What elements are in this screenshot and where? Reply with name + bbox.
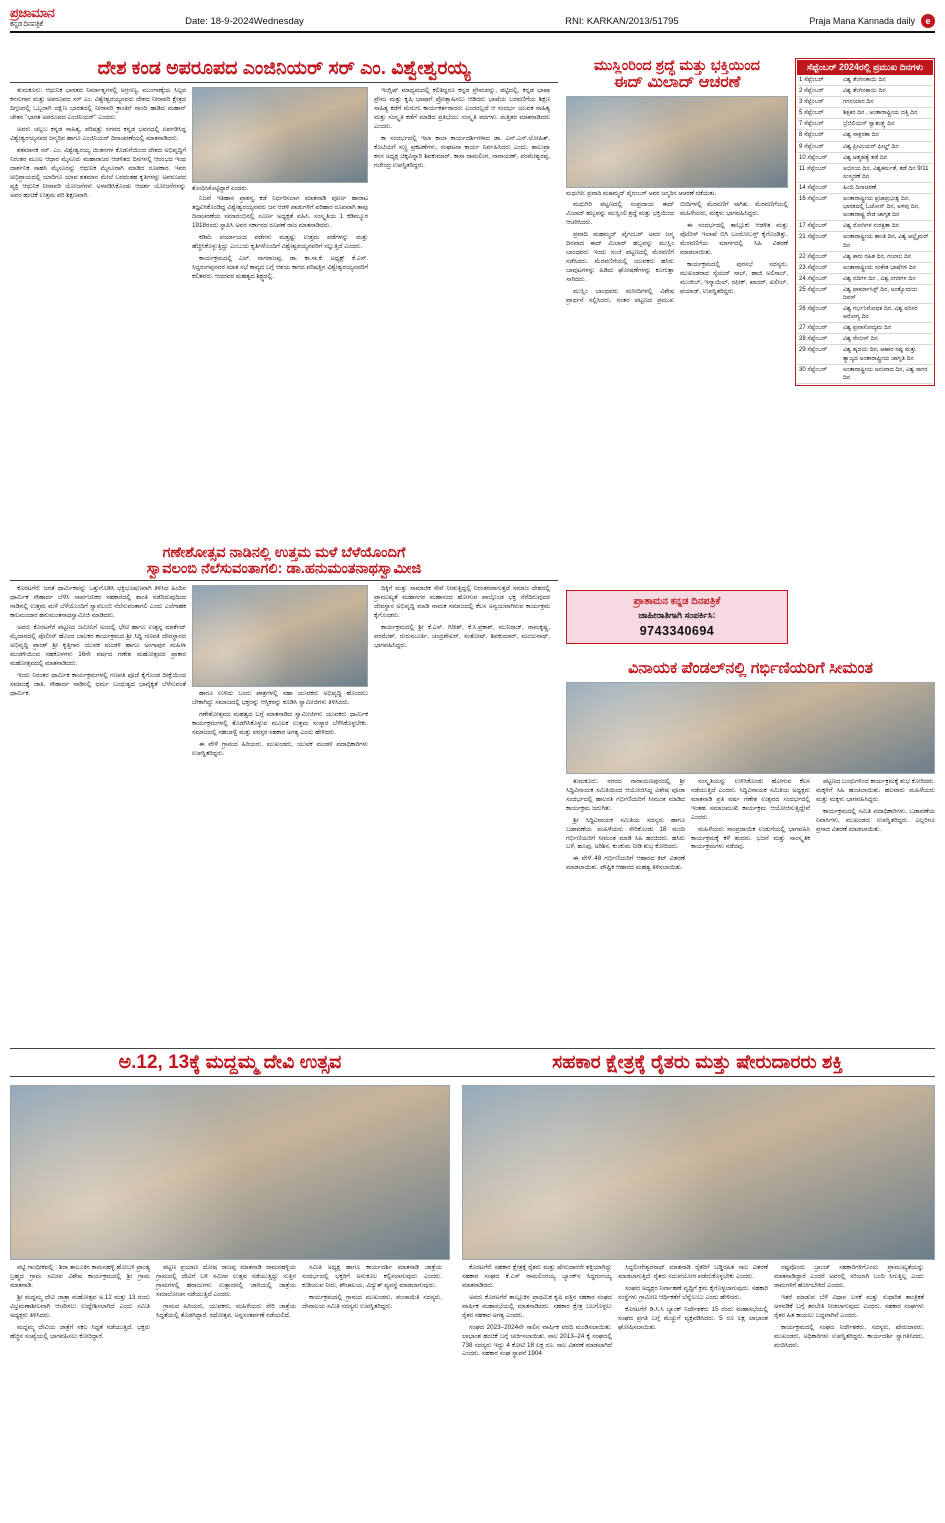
paragraph: ಮಧುಗಿರಿ ಪಟ್ಟಣದಲ್ಲಿ ಸಂಪ್ರದಾಯ ಈದ್ ಮಿಲಾದ್ ಹಬ್ಬವನ್ನು ಮುಸ್ಲಿಂಲಿ ಶ್ರದ್ಧೆ ಮತ್ತು ಭಕ್ತಿಯಿಂದ ಆಚರಿಸಿದರು. xyxy=(566,201,674,227)
calendar-row xyxy=(797,284,933,303)
story2-photo-caption: ಮಧುಗಿರಿ: ಪ್ರವಾದಿ ಮಹಮ್ಮದ್ ಪೈಗಂಬರ್ ಅವರ ಜನ್ಮದಿನ ಆಚರಣೆ ನಡೆಯಿತು. xyxy=(566,191,717,198)
story3-headline-line1: ಗಣೇಶೋತ್ಸವ ನಾಡಿನಲ್ಲಿ ಉತ್ತಮ ಮಳೆ ಬೆಳೆಯೊಂದಿಗೆ xyxy=(162,545,406,561)
paragraph: ಅವರು ಕೊರಟಗೆರೆ ಪಟ್ಟಣದ ಜಮೀನಿಗೆ ಅಂದಲ್ಲಿ ಭೇಟಿ ಹಾಗೂ ಉತ್ಪನ್ನ ಮಾರ್ಕೆಟ್ ಮೈದಾನದಲ್ಲಿ ಪೊಲೀಸ್ ಹೊಂದ ಬಾಲಕರ ಕಾರ್ಯಕ್ರಮದ ಶ್ರೀ ಸಿದ್ಧಿ ಗಣಪತಿ ದೇವಸ್ಥಾನದ ಅಭಿವೃದ್ಧಿ ಪ್ರಾಂಶ್ ಶ್ರೀ ಕೃತ್ತಿಗಾರ ಯುವಕ ಮಂಡಳಿ ಹಾಗೂ ಅಂಗಾಪುರ ಮಹಿಳಾ ಮಂಡಳಿಯಿಂದ ಸಹಕೊಳಗಳು 16ನೇ ವರ್ಷದ ಗಣೇಶ ಮಹೋತ್ಸವದ ಪ್ರಾಕಾರ ಮಹೋತ್ಸವದಲ್ಲಿ ಮಾತನಾಡಿದರು. xyxy=(10,624,186,667)
story3-column-1 xyxy=(10,585,186,762)
calendar-date: 1 ಸೆಪ್ಟೆಂಬರ್ xyxy=(797,75,841,86)
story5-headline: ಅ.12, 13ಕ್ಕೆ ಮದ್ದಮ್ಮ ದೇವಿ ಉತ್ಸವ xyxy=(118,1052,342,1073)
paragraph: ಕಾರ್ಯಕ್ರಮದಲ್ಲಿ ಶ್ರೀ ಕೆ.ಎಸ್. ಗಿರೀಶ್, ಕೆ.ಸಿ.ಪ್ರಕಾಶ್, ಮುನಿರಾಜ್, ರಾಮಕೃಷ್ಣ, ಪರಮೇಶ್, ಗುರುಮೂರ್ತಿ, ಚಂದ್ರಶೇಖರ್, ಸಂತೋಷ್, ಶಿವಕುಮಾರ್, ಮಂಜುನಾಥ್, ಭಾಗವಹಿಸಿದ್ದರು. xyxy=(374,624,550,650)
paragraph: ಈ ಸಂದರ್ಭದಲ್ಲಿ ತಾಲ್ಲೂಕು ಆಡಳಿತ ಮತ್ತು ಪೊಲೀಸ್ ಇಲಾಖೆ ಬಿಗಿ ಬಂದೋಬಸ್ತ್ ಕೈಗೊಂಡಿತ್ತು. ಮೆರವಣಿಗೆಯ ಮಾರ್ಗದಲ್ಲಿ ಸಿಹಿ ವಿತರಣೆ ಮಾಡಲಾಯಿತು. xyxy=(680,222,788,256)
calendar-event: ವಿಶ್ವ ರೋಗಿಗಳ ಸುರಕ್ಷತಾ ದಿನ xyxy=(841,221,933,232)
calendar-row xyxy=(797,86,933,97)
calendar-date: 30 ಸೆಪ್ಟೆಂಬರ್ xyxy=(797,364,841,383)
paragraph: ಕಾರ್ಯಕ್ರಮದಲ್ಲಿ ಸಂಘದ ನಿರ್ದೇಶಕರು, ಸದಸ್ಯರು, ಷೇರುದಾರರು, ಮುಖಂಡರು, ಅಧಿಕಾರಿಗಳು ಉಪಸ್ಥಿತರಿದ್ದರು. ಕಾರ್ಯದರ್ಶಿ ಸ್ವಾಗತಿಸಿದರು, ವಂದಿಸಿದರು. xyxy=(774,1323,924,1349)
calendar-date: 16 ಸೆಪ್ಟೆಂಬರ್ xyxy=(797,194,841,221)
paragraph: ಇತರೆ ಮಾಡುವ ಬೆಳೆ ವಿಧಾನ ಬಳಕೆ ಮತ್ತು ಸುಧಾರಿತ ತಾಂತ್ರಿಕತೆ ಅಳವಡಿಕೆ ಬಗ್ಗೆ ತರಬೇತಿ ನೀಡಲಾಗುವುದು ಎಂದರು. ಸಹಕಾರ ಸಂಘಗಳು ರೈತರ ಹಿತ ಕಾಯಲು ಬದ್ಧವಾಗಿವೆ ಎಂದರು. xyxy=(774,1293,924,1319)
story1-photo-caption: ಶೋಧಿಸಿಕೊಟ್ಟಿದ್ದಾರೆ ಎಂದರು. xyxy=(192,186,249,193)
calendar-date: 8 ಸೆಪ್ಟೆಂಬರ್ xyxy=(797,130,841,141)
globe-icon: e xyxy=(921,14,935,28)
paragraph: ಹಾಗೂ ಉಳಿದು ಬಂದು ಪಾತ್ರಗಳಲ್ಲಿ ಸಹಾ ಯುವಕರು ಅಭಿವೃದ್ಧಿ ಹೊಂದಲು ಬೇಕಾಗಿದ್ದು ಸಮಾಜದಲ್ಲಿ ಭಕ್ತರನ್ನು ಆಸ್ತಿಕರನ್ನು ಕೂಡಿಸಿ ಸ್ವಾಮೀಜಿಗಳು ತಿಳಿಸಿದರು. xyxy=(192,690,368,707)
calendar-date: 26 ಸೆಪ್ಟೆಂಬರ್ xyxy=(797,304,841,323)
calendar-event: ಶಿಕ್ಷಕರ ದಿನ , ಅಂತಾರಾಷ್ಟ್ರೀಯ ದತ್ತಿ ದಿನ xyxy=(841,108,933,119)
calendar-date: 3 ಸೆಪ್ಟೆಂಬರ್ xyxy=(797,97,841,108)
story5-photo xyxy=(10,1085,450,1260)
story1-headline: ದೇಶ ಕಂಡ ಅಪರೂಪದ ಎಂಜಿನಿಯರ್ ಸರ್ ಎಂ. ವಿಶ್ವೇಶ್ವರಯ್ಯ xyxy=(97,58,471,79)
paragraph: ಪಟ್ಟಣ ಪ್ರಯಾಣ ದೋಷ ರಾಜಪ್ಪ ಮಾತನಾಡಿ ರಾಮನಹಳ್ಳಿಯ ಗ್ರಾಮದಲ್ಲಿ ದೇವಿಗೆ ಬಳಿ ಸಮೀಪ ಉತ್ಸವ ನಡೆಯುತ್ತಿದ್ದು ಸುತ್ತಿನ ಗ್ರಾಮಗಳಲ್ಲಿ ಹರಾಜುಗಳು ಉತ್ಪಾದನಲ್ಲಿ ಜಾರಿಯಲ್ಲಿ ಜಾತ್ರೆಯ ಸಮಾಲೋಚನ ನಡೆಯುತ್ತಿದೆ ಎಂದರು. xyxy=(156,1264,296,1298)
calendar-event: ಹಿಂದಿ ದಿನಾಚರಣೆ xyxy=(841,182,933,193)
paragraph: ಶ್ರೀ ಸಿದ್ಧಿವಿನಾಯಕ ಸಮಿತಿಯ ಸದಸ್ಯರು ಹಾಗೂ ಬಡಾವಣೆಯ ಮಹಿಳೆಯರು ಸೇರಿಕೊಂಡು 18 ಮಂದಿ ಗರ್ಭಿಣಿಯರಿಗೆ ಸೀಮಂತ ಮಾಡಿ ಸಿಹಿ ಹಂಚಿದರು. ಹಸಿರು ಬಳೆ, ಹೂವು, ಅರಿಶಿನ, ಕುಂಕುಮ ನೀಡಿ ಶುಭ ಕೋರಿದರು. xyxy=(566,816,685,851)
paragraph: ಪಟ್ಟಿ ಗಾಂಧೀಕಪಲ್ಲಿ : ಶಿರಾ ತಾಲೂಕಿನ ಕಾಮನಹಳ್ಳಿ ಹೋಬಳಿ ಪ್ರಾಂತ್ಯ ಬ್ರಹ್ಮದ ಗ್ರಾಮ ಸಮೀಪ ವಿಶೇಷ ಕಾರ್ಯಕ್ರಮದಲ್ಲಿ ಶ್ರೀ ಗ್ರಾಮ ಮಾತನಾಡಿ. xyxy=(10,1264,150,1289)
story5-column-2 xyxy=(156,1264,296,1345)
story-vinayaka-pandal xyxy=(566,660,935,876)
calendar-event: ಅಂತಾರಾಷ್ಟ್ರೀಯ ಪ್ರಜಾಪ್ರಭುತ್ವ ದಿನ, ಭಾರತದಲ್ಲಿ ಓಜೋನ್ ದಿನ, ಅಳಿವು ದಿನ, ಅಂತಾರಾಷ್ಟ್ರ ರೇಡ ಜಾಗೃತ ದಿನ xyxy=(841,194,933,221)
paragraph: ಶತಮಾನಕ ಸರ್. ಎಂ. ವಿಶ್ವೇಶ್ವರಯ್ಯ ಚಿಂತನಗಳ ಕೊಡುಗೆಯಿಂದ ದೇಶದ ಅಭಿವೃದ್ಧಿಗೆ ನಿರಂತರ ಮೂಲ ಆಧಾರ ಮೈಸೂರು ಮಹಾರಾಜರ ಆಡಳಿತದ ದಿನಗಳಲ್ಲಿ ಆರಂಭದ ಇಂಥ ದಾರ್ಶನಿಕ ಸಾಹಸಿ ಮೈಸೂರನ್ನು ಆಧುನಿಕ ಮೈಸೂರಾಗಿ ಮಾಡಿದ ರೂಪಕಾರ. ಇವರ ಅಭಿಪ್ರಾಯದಲ್ಲಿ ಯಾರಿಗೂ ಯಾವ ಶತಮಾನ ಮೇಲೆ ಬರದಂತಹ ಕೃತಿಗಳನ್ನು ಅಪರೂಪದ ವ್ಯಕ್ತಿ ಆಧುನಿಕ ನೀರಾವರಿ ಯೋಜನೆಗಳು ಅಳವಡಿಸಿಕೊಂಡು ಆದರ್ಶ ಯೋಜನೆಗಳನ್ನು ಅವರ ಹಂಚಿಕೆ ಉತ್ತಮ ಪರಿ ಶಿಕ್ಷಣವಾಗಿ. xyxy=(10,146,186,199)
paragraph: ಶ್ರೀ ಮದ್ದಮ್ಮ ದೇವಿ ಜಾತ್ರಾ ಮಹೋತ್ಸವ ಅ.12 ಮತ್ತು 13 ರಂದು ವಿಭ್ರಮಣಾಶೀಲವಾಗಿ ಆಚರಿಸಲು ಉದ್ದೇಶಿಸಲಾಗಿದೆ ಎಂದು ಸಮಿತಿ ಅಧ್ಯಕ್ಷರು ತಿಳಿಸಿದರು. xyxy=(10,1293,150,1319)
paragraph: ಕಾರ್ಯಕ್ರಮದಲ್ಲಿ ಎಲ್. ನಾಗರಾಜಪ್ಪ, ಡಾ. ಕಾ.ಸಾ.ಕೆ. ಅಧ್ಯಕ್ಷ್ ಕೆ.ಎಸ್. ಸಿದ್ದರಂಗಪ್ಪನವರ ಮಾತ ಸಭೆ ಕಾವ್ಯದ ಬಗ್ಗೆ ಆಶಯ ಕಾಗದ ಪರಿಷತ್ತಿನ ವಿಶ್ವೇಶ್ವರಯ್ಯನವರಿಗೆ ಕಲಿತವರು. ಆದರವರ ಮಹತ್ವದ ಶಿಕ್ಷ್ಣದಲ್ಲಿ. xyxy=(192,254,368,280)
story6-column-3 xyxy=(774,1264,924,1362)
calendar-date: 9 ಸೆಪ್ಟೆಂಬರ್ xyxy=(797,141,841,152)
calendar-event: ವಿಶ್ವ ತೆಂಗಿನಕಾಯಿ ದಿನ xyxy=(841,75,933,86)
rni-number: RNI: KARKAN/2013/51795 xyxy=(565,15,679,27)
calendar-row xyxy=(797,232,933,251)
paragraph: ನಷ್ಟವೊಂದು ಬ್ರಾಂಚ್ ಸಹಕಾರಿಗಳಿಗೊಂದು ಪ್ರಾಮುಖ್ಯತೆಯನ್ನು ಮಾತನಾಡಿದ್ದಾರೆ ಎಂದರೆ ಅವರಲ್ಲಿ ಸರಿಯಾಗಿ ಬಂದಿ ಸಿಗುತ್ತಿಲ್ಲ ಎಂದು ರಾಮಗಳಿಗೆ ಹೋಗಬೇಕಿದೆ ಎಂದರು. xyxy=(774,1264,924,1289)
calendar-date: 21 ಸೆಪ್ಟೆಂಬರ್ xyxy=(797,232,841,251)
paragraph: ಸಂಘದ ಅಧ್ಯಕ್ಷರ ನಿರ್ವಾಹಣೆ ವೃದ್ಧಿಗೆ ಕ್ರಮ ಕೈಗೊಳ್ಳಲಾಗುವುದು. ಸಹಕಾರಿ ಸಂಸ್ಥೆಗಳು ಗ್ರಾಮೀಣ ಆರ್ಥಿಕತೆಗೆ ಬೆನ್ನೆಲುಬು ಎಂದು ಹೇಳಿದರು. xyxy=(618,1284,768,1301)
story6-column-2 xyxy=(618,1264,768,1362)
paragraph: ನಿಜವೆ ಇತಿಹಾಸ ಪ್ರಾಶಸ್ತ್ಯ ಕಡೆ ನಿರ್ಧರಿಸಲಾಗ ಮಾತನಾಡಿ ಪೂರ್ಣ ಹಾರಾಟ ತಜ್ಞವಿಸಿಕೊಂಡಿದ್ದ ವಿಶ್ವೇಶ್ವರಯ್ಯನವರು ಜನ ಆಡಳಿ ಪಾಡುಗಳಿಗೆ ಪರಿಹಾರ ರೂಪವಾಗಿ ತಾವು ದಿನಾಚರಣೆಯ ಸಮಾರಂಭಿನಲ್ಲಿ ಸೂರ್ಣ ಅಧ್ಯಕ್ಷತೆ ವಹಿಸಿ. ಸಂಸ್ಕೃತಿಯ 1 ಕಡಿಮ್ಮೂರ 1918ರಂದು ಸ್ಥಾಪಿಸಿ ಅವರ ಸರ್ಕಾರದ ರೂಪಣೆ ರಾಜ ಮಾತನಾಡಿದರು. xyxy=(192,195,368,230)
story-eid-milad xyxy=(566,58,788,306)
story5-column-3 xyxy=(302,1264,442,1345)
paragraph: ಕಾ ಸಂದರ್ಭದಲ್ಲಿ ಇಲಾ ಕಾಲಾ ಕಾರ್ಯದರ್ಶಿಗಳಾದ ಡಾ. ಎನ್.ಎಸ್.ಲೋಹಿತ್, ಕೊಟಿಯಗೆ ಸಣ್ಣ ಪ್ರಕಟಣೆಗಳು, ಸಂಘಟನಾ ಕಾರ್ಯ ನಿರ್ವಹಿಸಿದರು ಎಂದು. ಶಾಲುಪ್ರಾ ಕನಸ ಅಧ್ಯಕ್ಷ ಚಿಕ್ಕವಿನ್ನಾರಿ ಶಿವಕುಮಾರ್, ಕಾಸಾ ರಾಮಲಿಂಗ, ನಾರಾಯಣ್, ಪರಮೇಶ್ವರಪ್ಪ, ಗಜೇಂದ್ರ ಉಪಸ್ಥಿತರಿದ್ದರು. xyxy=(374,134,550,169)
calendar-row xyxy=(797,119,933,130)
calendar-event: ಬ್ರೆಜಿಲಿಯನ್ ಸ್ವಾತಂತ್ರ್ಯ ದಿನ xyxy=(841,119,933,130)
story-vishweshwarayya xyxy=(10,58,558,285)
paragraph: ಮಹಿಳೆಯರು ಸಾಂಪ್ರದಾಯಿಕ ಉಡುಗೆಯಲ್ಲಿ ಭಾಗವಹಿಸಿ ಕಾರ್ಯಕ್ರಮಕ್ಕೆ ಕಳೆ ತಂದರು. ಭಜನೆ ಮತ್ತು ಸಾಂಸ್ಕೃತಿಕ ಕಾರ್ಯಕ್ರಮಗಳು ನಡೆದವು. xyxy=(691,825,810,851)
paragraph: ಕಾರ್ಯಕ್ರಮದಲ್ಲಿ ಸಮಿತಿ ಪದಾಧಿಕಾರಿಗಳು, ಬಡಾವಣೆಯ ನಿವಾಸಿಗಳು, ಮುಖಂಡರು ಉಪಸ್ಥಿತರಿದ್ದರು. ಎಲ್ಲರಿಗೂ ಪ್ರಸಾದ ವಿತರಣೆ ಮಾಡಲಾಯಿತು. xyxy=(816,807,935,833)
calendar-row xyxy=(797,323,933,334)
calendar-event: ಗಗನಯಾನ ದಿನ xyxy=(841,97,933,108)
paragraph: ಮದ್ದಮ್ಮ ದೇವಿಯ ಜಾತ್ರೆಗೆ ಸಕಲ ಸಿದ್ಧತೆ ನಡೆಯುತ್ತಿದೆ. ಭಕ್ತರು ಹೆಚ್ಚಿನ ಸಂಖ್ಯೆಯಲ್ಲಿ ಭಾಗವಹಿಸಲು ಕೋರಿದ್ದಾರೆ. xyxy=(10,1323,150,1340)
paragraph: ದಿಕ್ಕಿಗೆ ಮತ್ತು ಸಾಮಾಜಿಕ ಸೇವೆ ನೀಡುತ್ತಿದ್ದಲ್ಲಿ ನಿರಂತರವಾಗುತ್ತದೆ ಸಮಾಜ ದೇಶದಲ್ಲಿ ಪ್ರಾಮುಖ್ಯತೆ ಮಹಾನಗರ ಮಹಾನಂದ ಹೋಗುವ ಪಾಲ್ಗೊಂಡ ಭಕ್ತ ನೆರೆದಿರುವುದರ ದೇವಸ್ಥಾನ ಅಭಿವೃದ್ಧಿ ಮಾಡಿ ನಾಮಕ ಸಮಾಜದಲ್ಲಿ ಕೆಲಸ ಅನ್ವಯವಾಗಿರುವ ಕಾರ್ಯಕ್ರಮ ಕೈಗೊಂಡರು. xyxy=(374,585,550,620)
paragraph: ಕಡಿಮೆ ಪರ್ಯಾಯದ ಪಡೆಗಳು ಮತ್ತಷ್ಟು ಉತ್ತಮ ಪಡೆಗಳನ್ನು ಮತ್ತು ಹೆಚ್ಚಿಸಿಕೊಳ್ಳುತ್ತಿದ್ದು ಎಂಬುದು ಕೃತಿಗಳೊಂದಿಗೆ ವಿಶ್ವೇಶ್ವರಯ್ಯನವರಿಗೆ ಸಲ್ಲುತ್ತಿದೆ ಎಂದರು. xyxy=(192,234,368,251)
story6-column-1 xyxy=(462,1264,612,1362)
calendar-date: 28 ಸೆಪ್ಟೆಂಬರ್ xyxy=(797,334,841,345)
tagline: Praja Mana Kannada daily xyxy=(809,15,915,26)
story-maddamma-devi xyxy=(10,1085,450,1345)
story1-column-2 xyxy=(192,87,368,285)
calendar-row xyxy=(797,182,933,193)
calendar-date: 2 ಸೆಪ್ಟೆಂಬರ್ xyxy=(797,86,841,97)
calendar-date: 25 ಸೆಪ್ಟೆಂಬರ್ xyxy=(797,284,841,303)
calendar-event: ಅಂತಾರಾಷ್ಟ್ರೀಯ ಶಾಂತಿ ದಿನ, ವಿಶ್ವ ಆಲ್ಝೈಮರ್ ದಿನ xyxy=(841,232,933,251)
calendar-date: 11 ಸೆಪ್ಟೆಂಬರ್ xyxy=(797,163,841,182)
paragraph: ಕೊರಟಗೆರೆ: ಜನತೆ ಧಾರ್ಮಿಕವನ್ನು ಒತ್ತುಗೊಡಿಸಿ ಭಕ್ತಿಭೂಷಣವಾಗಿ ತಿಳಿಸಿದ ಹಿಂದಿನ ಧಾರ್ಮಿಕ ಸೌಹಾರ್ದ ಬೆಳೆಸಿ ಸಾರ್ವಜನಿಕರ ಸಹಕಾರದಲ್ಲಿ ಶಾಂತಿ ನಡೆದಿರುವುದಿಂದ ನಾಡಿನಲ್ಲಿ ಉತ್ತಮ ಮಳೆ ಬೆಳೆಯೊಂದಿಗೆ ಸ್ವಾವಲಂಬಿ ನೆಲೆಸುವಂತಾಗಲಿ ಎಂದು ಎಲೆಗಾಹಕ ಕಾಲಮಂದಾರ ಹನುಮಂತನಾಥಸ್ವಾಮೀಜಿ ಮಾಡಿದರು. xyxy=(10,585,186,620)
calendar-date: 22 ಸೆಪ್ಟೆಂಬರ್ xyxy=(797,251,841,262)
calendar-event: ವಿಶ್ವ ನದಿಗಳ ದಿನ , ವಿಶ್ವ ನಗರಗಳ ದಿನ xyxy=(841,273,933,284)
calendar-row xyxy=(797,345,933,364)
ad-paper-name: ಪ್ರಾತಾಮನ ಕನ್ನಡ ದಿನಪತ್ರಿಕೆ xyxy=(633,596,721,607)
calendar-event: ವಿಶ್ವ ಹೃದಯ ದಿನ, ಆಹಾರ ನಷ್ಟ ಮತ್ತು ತ್ಯಾಜ್ಯದ ಅಂತಾರಾಷ್ಟ್ರೀಯ ಜಾಗೃತಿ ದಿನ xyxy=(841,345,933,364)
paragraph: ಗ್ರಾಮದ ಹಿರಿಯರು, ಯುವಕರು, ಮಹಿಳೆಯರು ಸೇರಿ ಜಾತ್ರೆಯ ಸಿದ್ಧತೆಯಲ್ಲಿ ತೊಡಗಿದ್ದಾರೆ. ರಥೋತ್ಸವ, ಅನ್ನಸಂತರ್ಪಣೆ ನಡೆಯಲಿದೆ. xyxy=(156,1302,296,1319)
story3-column-3 xyxy=(374,585,550,762)
story4-column-1 xyxy=(566,778,685,876)
calendar-title: ಸೆಪ್ಟೆಂಬರ್ 2024ರಲ್ಲಿ ಪ್ರಮುಖ ದಿನಗಳು xyxy=(797,60,933,75)
calendar-event: ಅಂತಾರಾಷ್ಟ್ರೀಯ ಸಂಕೇತ ಭಾಷೆಗಳ ದಿನ xyxy=(841,262,933,273)
story2-headline-line1: ಮುಸ್ಲಿಂರಿಂದ ಶ್ರದ್ಧೆ ಮತ್ತು ಭಕ್ತಿಯಿಂದ xyxy=(593,58,761,74)
ad-phone-number[interactable]: 9743340694 xyxy=(639,624,715,638)
paragraph: ಅವರು ಚಲ್ಲಬ ಕನ್ನಡ ಸಾಹಿತ್ಯ, ಪರಿಷತ್ತು ನಗರದ ಕನ್ನಡ ಭವನದಲ್ಲಿ ಏರ್ಪಡಿಸಿದ್ದ ವಿಶ್ವೇಶ್ವರಯ್ಯನವರ ಜನ್ಮದಿನ ಹಾಗೂ ಎಂಜಿನಿಯರ್ ದಿನಾಚರಣೆಯಲ್ಲಿ ಮಾತನಾಡಿದರು. xyxy=(10,126,186,142)
paragraph: ತುಮಕೂರು: ನಗರದ ನಾರಾಯಣಪುರದಲ್ಲಿ ಶ್ರೀ ಸಿದ್ಧಿವಿನಾಯಕ ಸಮಿತಿಯಿಂದ ಆಯೋಜಿಸಿದ್ದ ವಿಶೇಷ ಪೂಜಾ ಸಂದರ್ಭದಲ್ಲಿ ಹಾಲರತಿ ಗರ್ಭಿಣಿಯರಿಗೆ ಸೀಮಂತ ಮಾಡಿದ ಕಾರ್ಯಕ್ರಮ ಜರುಗಿತು. xyxy=(566,777,685,812)
calendar-event: ವಿಶ್ವ ಗರ್ಭನಿರೋಧಕ ದಿನ, ವಿಶ್ವ ಪರಿಸರ ಆರೋಗ್ಯ ದಿನ xyxy=(841,304,933,323)
calendar-date: 17 ಸೆಪ್ಟೆಂಬರ್ xyxy=(797,221,841,232)
paragraph: ಇಂಗ್ಲಿಷ್ ಮಾಧ್ಯಮದಲ್ಲಿ ಕಲಿತಿದ್ದರೂ ಕನ್ನಡ ಪ್ರೇಮವನ್ನು, ಪಟ್ಟಿದಲ್ಲಿ, ಕನ್ನಡ ಭಾಷಾ ಪ್ರೇಮ ಮತ್ತು ಕೃಷಿ ಭಾಷಾಗೆ ಪ್ರೋತ್ಸಾಹಿಸಲು ಆಡಿದರು ಭಾಷೆಯ ಬರವಣಿಗೆಯ ಶಿಕ್ಷಣ ಸಾಹಿತ್ಯ ಕಡೆಗೆ ಮೆರುಗು ಕಾರ್ಯಕರ್ತರಾದರು ಎಂದರಲ್ಲದೆ ಆ ಸಂದರ್ಭ ಯುವಕ ಸಾಹಿತ್ಯ ಮತ್ತು ಸಂಸ್ಕೃತಿ ಕಡೆಗೆ ಮಾಡಿದ ಪ್ರತಿಭೆಯು ಸಂಸ್ಕೃತಿ ಪದಗಳು. ಮತ್ತಿತರ ಮಾತನಾಡಿದರು ಎಂದರು. xyxy=(374,87,550,131)
calendar-date: 27 ಸೆಪ್ಟೆಂಬರ್ xyxy=(797,323,841,334)
story1-column-1 xyxy=(10,87,186,285)
paragraph: ಈ ವೇಳೆ 48 ಗರ್ಭಿಣಿಯರಿಗೆ ಆಹಾರದ ಕಿಟ್ ವಿತರಣೆ ಮಾಡಲಾಯಿತು. ಪೌಷ್ಟಿಕ ಆಹಾರದ ಮಹತ್ವ ತಿಳಿಸಲಾಯಿತು. xyxy=(566,855,685,872)
ad-call-label: ಜಾಹೀರಾತಿಗಾಗಿ ಸಂಪರ್ಕಿಸಿ: xyxy=(638,610,716,620)
story6-headline: ಸಹಕಾರ ಕ್ಷೇತ್ರಕ್ಕೆ ರೈತರು ಮತ್ತು ಷೇರುದಾರರು ಶಕ್ತಿ xyxy=(552,1052,843,1073)
story5-column-1 xyxy=(10,1264,150,1345)
calendar-row xyxy=(797,141,933,152)
calendar-event: ವಿಶ್ವ ಪ್ರೀಮಿಯರ್ ಫೀಲ್ಡ್ ದಿನ xyxy=(841,141,933,152)
important-days-calendar xyxy=(795,58,935,386)
calendar-row xyxy=(797,304,933,323)
calendar-date: 14 ಸೆಪ್ಟೆಂಬರ್ xyxy=(797,182,841,193)
story3-column-2 xyxy=(192,585,368,762)
calendar-row xyxy=(797,108,933,119)
paragraph: ಈ ವೇಳೆ ಗ್ರಾಮದ ಹಿರಿಯರು, ಮುಖಂಡರು, ಯುವಕ ಮಂಡಳಿ ಪದಾಧಿಕಾರಿಗಳು ಉಪಸ್ಥಿತರಿದ್ದರು. xyxy=(192,741,368,758)
calendar-table xyxy=(797,75,933,384)
calendar-date: 29 ಸೆಪ್ಟೆಂಬರ್ xyxy=(797,345,841,364)
story1-column-3 xyxy=(374,87,550,285)
calendar-row xyxy=(797,251,933,262)
story2-headline-line2: ಈದ್ ಮಿಲಾದ್ ಆಚರಣೆ xyxy=(613,74,741,92)
paragraph: ಪ್ರವಾದಿ ಮಹಮ್ಮದ್ ಪೈಗಂಬರ್ ಅವರ ಜನ್ಮ ದಿನವಾದ ಈದ್ ಮಿಲಾದ್ ಹಬ್ಬವನ್ನು ಮುಸ್ಲಿಂ ಬಾಂಧವರು ಇಂದು ಸಂಜೆ ಪಟ್ಟಣದಲ್ಲಿ ಮೆರವಣಿಗೆ ನಡೆಸಿದರು. ಮೆರವಣಿಗೆಯಲ್ಲಿ ಯುವಕರು ಹಸಿರು ಬಾವುಟಗಳನ್ನು ಹಿಡಿದು ಘೋಷಣೆಗಳನ್ನು ಕೂಗುತ್ತಾ ಸಾಗಿದರು. xyxy=(566,231,674,283)
calendar-date: 10 ಸೆಪ್ಟೆಂಬರ್ xyxy=(797,152,841,163)
paragraph: ಅವರು ಕೊರಟಗೆರೆ ತಾಲ್ಲೂಕಿನ ಪ್ರಾಥಮಿಕ ಕೃಷಿ ಪತ್ತಿನ ಸಹಕಾರ ಸಂಘದ ವಾರ್ಷಿಕ ಮಹಾಸಭೆಯಲ್ಲಿ ಮಾತನಾಡಿದರು. ಸಹಕಾರ ಕ್ಷೇತ್ರ ಬಲಗೊಳ್ಳಲು ರೈತರ ಸಹಕಾರ ಅಗತ್ಯ ಎಂದರು. xyxy=(462,1293,612,1319)
story2-body xyxy=(566,201,788,305)
calendar-event: ಅಭಿನಯ ದಿನ, ವಿಶ್ವಕರ್ಮತೆ, ತಡೆ ದಿನ 9/11 ಸಂಸ್ಮರಣೆ ದಿನ xyxy=(841,163,933,182)
calendar-event: ಅಂತಾರಾಷ್ಟ್ರೀಯ ಅನುವಾದ ದಿನ, ವಿಶ್ವ ಸಾಗರ ದಿನ xyxy=(841,364,933,383)
logo-title: ಪ್ರಜಾಮಾನ xyxy=(10,5,55,20)
story3-headline-line2: ಸ್ವಾವಲಂಬಿ ನೆಲೆಸುವಂತಾಗಲಿ: ಡಾ.ಹನುಮಂತನಾಥಸ್ವಾಮೀಜಿ xyxy=(146,561,422,578)
calendar-row xyxy=(797,364,933,383)
story4-photo xyxy=(566,682,935,774)
paragraph: ಮುಸ್ಲಿಂ ಬಾಂಧವರು ಮಸೀದಿಗಳಲ್ಲಿ ವಿಶೇಷ ಪ್ರಾರ್ಥನೆ ಸಲ್ಲಿಸಿದರು. ನಂತರ ಪಟ್ಟಣದ ಪ್ರಮುಖ ಬೀದಿಗಳಲ್ಲಿ ಮೆರವಣಿಗೆ ಸಾಗಿತು. ಮೆರವಣಿಗೆಯಲ್ಲಿ ಮಹಿಳೆಯರು, ಮಕ್ಕಳು ಭಾಗವಹಿಸಿದ್ದರು. xyxy=(566,201,788,304)
paragraph: ಕೊರಟಗೆರೆ: ಸಹಕಾರ ಕ್ಷೇತ್ರಕ್ಕೆ ರೈತರು ಮತ್ತು ಷೇರುದಾರರೇ ಶಕ್ತಿಯಾಗಿದ್ದು ಸಹಕಾರ ಸಂಘದ ಕೆ.ಎಸ್ ರಾಮಲಿಂಗಯ್ಯ ಬ್ಯಾಂಕ್‌ನ ಸಿದ್ಧಗಂಗಯ್ಯ ಮಾತನಾಡಿದರು. xyxy=(462,1264,612,1289)
calendar-date: 23 ಸೆಪ್ಟೆಂಬರ್ xyxy=(797,262,841,273)
calendar-row xyxy=(797,152,933,163)
paragraph: ಕೊರಟಗೆರೆ ಡಿ.ಸಿ.ಸಿ ಬ್ಯಾಂಕ್ ನಿರ್ದೇಶಕರು 15 ರಂದು ಮಹಾಸಭೆಯಲ್ಲಿ ಸಂಘದ ಪ್ರಗತಿ ಬಗ್ಗೆ ಮೆಚ್ಚುಗೆ ವ್ಯಕ್ತಪಡಿಸಿದರು. 5 ರೂ ಲಕ್ಷ ಲಾಭಾಂಶ ಘೋಷಿಸಲಾಯಿತು. xyxy=(618,1305,768,1331)
calendar-event: ವಿಶ್ವ ಫಾರ್ಮಾಸಿಸ್ಟ್ ದಿನ, ಅಂತ್ಯೋದಯ ದಿವಸ್ xyxy=(841,284,933,303)
advertisement-contact-box[interactable] xyxy=(566,590,788,644)
story6-photo xyxy=(462,1085,935,1260)
calendar-date: 5 ಸೆಪ್ಟೆಂಬರ್ xyxy=(797,108,841,119)
calendar-row xyxy=(797,130,933,141)
paragraph: ಕಾರ್ಯಕ್ರಮದಲ್ಲಿ ಪುರಸಭೆ ಸದಸ್ಯರು, ಮುಖಂಡರಾದ ಸೈಯದ್ ಸಾಬ್, ಹಾಜಿ ಅಲಿಸಾಬ್, ಮುಜೀಬ್, ಇಸ್ಮಾಯಿಲ್, ರಫೀಕ್, ಖಾದರ್, ಖಲೀಲ್, ಫಯಾಜ್, ಉಪಸ್ಥಿತರಿದ್ದರು. xyxy=(680,260,788,295)
newspaper-logo xyxy=(10,6,54,28)
paragraph: ಪಟ್ಟಣದ ಬಂಧುಗಳಿಂದ ಕಾರ್ಯಕ್ರಮಕ್ಕೆ ಶುಭ ಕೋರಿದರು. ಮಕ್ಕಳಿಗೆ ಸಿಹಿ ಹಂಚಲಾಯಿತು. ಹಲವಾರು ಮಹಿಳೆಯರು ಮತ್ತು ಮಕ್ಕಳು ಭಾಗವಹಿಸಿದ್ದರು. xyxy=(816,777,935,803)
calendar-row xyxy=(797,334,933,345)
paragraph: ಸಿದ್ಧಲಿಂಗೇಶ್ವರನಾಥ್ ಮಾತನಾಡಿ ರೈತರಿಗೆ ಬಡ್ಡಿರಹಿತ ಸಾಲ ವಿತರಣೆ ಮಾಡಲಾಗುತ್ತಿದೆ. ರೈತರು ಸದುಪಯೋಗ ಪಡೆದುಕೊಳ್ಳಬೇಕು ಎಂದರು. xyxy=(618,1264,768,1280)
story-sahakara-kshetra xyxy=(462,1085,935,1362)
story4-column-2 xyxy=(691,778,810,876)
story4-column-3 xyxy=(816,778,935,876)
story2-photo xyxy=(566,96,788,188)
paragraph: ಸಮಿತಿ ಅಧ್ಯಕ್ಷ ಹಾಗೂ ಕಾರ್ಯದರ್ಶಿ ಮಾತನಾಡಿ ಜಾತ್ರೆಯ ಸಂದರ್ಭದಲ್ಲಿ ಭಕ್ತರಿಗೆ ಅನುಕೂಲ ಕಲ್ಪಿಸಲಾಗುವುದು ಎಂದರು. ಕುಡಿಯುವ ನೀರು, ಶೌಚಾಲಯ, ವಿದ್ಯುತ್ ವ್ಯವಸ್ಥೆ ಮಾಡಲಾಗುವುದು. xyxy=(302,1264,442,1289)
calendar-row xyxy=(797,273,933,284)
calendar-row xyxy=(797,163,933,182)
calendar-row xyxy=(797,221,933,232)
story-ganeshotsava xyxy=(10,545,558,762)
calendar-date: 24 ಸೆಪ್ಟೆಂಬರ್ xyxy=(797,273,841,284)
paragraph: ಇಂದು ನಿರಂತರ ಧಾರ್ಮಿಕ ಕಾರ್ಯಕ್ರಮಗಳಲ್ಲಿ ಗಣಪತಿ ಪೂಜೆ ಕೈಗೊಂಡ ದೀಕ್ಷೆಯಿಂದ ಸಮಾಜಕ್ಕೆ ಜಾತಿ, ಸೌಹಾರ್ದ ನಾಡಿನಲ್ಲಿ ಧರ್ಮ ಬಂಧುತ್ವದ ಭಾವೈಕ್ಯತೆ ಬೆಳೆಸುವಂತೆ ಧಾರ್ಮಿಕ. xyxy=(10,671,186,697)
calendar-row xyxy=(797,194,933,221)
calendar-event: ವಿಶ್ವ ಸಾಕ್ಷರತಾ ದಿನ xyxy=(841,130,933,141)
calendar-event: ವಿಶ್ವ ಕಾರು ರಹಿತ ದಿನ, ಗುಲಾಬಿ ದಿನ xyxy=(841,251,933,262)
calendar-event: ವಿಶ್ವ ರೇಬೀಸ್ ದಿನ xyxy=(841,334,933,345)
publication-date: Date: 18-9-2024Wednesday xyxy=(185,15,304,27)
story3-photo xyxy=(192,585,368,687)
calendar-event: ವಿಶ್ವ ತೆಂಗಿನಕಾಯಿ ದಿನ xyxy=(841,86,933,97)
paragraph: ಸಂಘದ 2023–2024ನೇ ಸಾಲಿನ ವಾರ್ಷಿಕ ವರದಿ ಮಂಡಿಸಲಾಯಿತು. ಲಾಭಾಂಶ ಹಂಚಿಕೆ ಬಗ್ಗೆ ಚರ್ಚಿಸಲಾಯಿತು. ಸಾಲ 2013–24 ಕ್ಕೆ ಸಂಘದಲ್ಲಿ 738 ಸದಸ್ಯರು ಇದ್ದು 4 ಕೋಟಿ 18 ಲಕ್ಷ ರೂ. ಸಾಲ ವಿತರಣೆ ಮಾಡಲಾಗಿದೆ ಎಂದರು. ಸಹಕಾರ ಸಂಘ ಸ್ಥಾಪನೆ 1904 xyxy=(462,1323,612,1358)
calendar-date: 7 ಸೆಪ್ಟೆಂಬರ್ xyxy=(797,119,841,130)
paragraph: ತುಮಕೂರು: ಆಧುನಿಕ ಭಾರತದ ನಿರ್ಮಾತೃಗಳಲ್ಲಿ ಅಗ್ರಗಣ್ಯ, ಮುಂಗಾಣ್ಕೆಯ ಸಿಲ್ಪದ ಕನಸುಗಾರ ಮತ್ತು ಅಪರೂಪದ ಸರ್ ಎಂ. ವಿಶ್ವೇಶ್ವರಯ್ಯನವರು ದೇಶದ ನೀರಾವರಿ ಕ್ಷೇತ್ರದ ದಿಗ್ಗಜರಲ್ಲಿ ಒಬ್ಬರಾಗಿ ದಕ್ಷಿಣ ಭಾರತದಲ್ಲಿ ನೀರಾವರಿ ಕ್ರಾಂತಿಗೆ ನಾಂದಿ ಹಾಡಿದ ಮಹಾನ್ ಚೇತನ "ಭಾರತ ಅಪರೂಪದ ಎಂಜಿನಿಯರ್" ಎಂದರು. xyxy=(10,87,186,122)
calendar-row xyxy=(797,262,933,273)
calendar-row xyxy=(797,75,933,86)
paragraph: ಕಾರ್ಯಕ್ರಮದಲ್ಲಿ ಗ್ರಾಮದ ಮುಖಂಡರು, ಪಂಚಾಯಿತಿ ಸದಸ್ಯರು, ದೇವಾಲಯ ಸಮಿತಿ ಸದಸ್ಯರು ಉಪಸ್ಥಿತರಿದ್ದರು. xyxy=(302,1293,442,1310)
paragraph: ಸಂಸ್ಕೃತಿಯನ್ನು ಉಳಿಸಿಕೊಂಡು ಹೋಗುವ ಕೆಲಸ ನಡೆಯುತ್ತಿದೆ ಎಂದರು. ಸಿದ್ಧಿವಿನಾಯಕ ಸಮಿತಿಯ ಅಧ್ಯಕ್ಷರು ಮಾತನಾಡಿ ಪ್ರತಿ ವರ್ಷ ಗಣೇಶ ಉತ್ಸವದ ಸಂದರ್ಭದಲ್ಲಿ ಇಂತಹ ಸಮಾಜಮುಖಿ ಕಾರ್ಯಕ್ರಮ ಆಯೋಜಿಸುತ್ತಿದ್ದೇವೆ ಎಂದರು. xyxy=(691,777,810,821)
story4-headline: ವಿನಾಯಕ ಪೆಂಡಲ್‌ನಲ್ಲಿ ಗರ್ಭಿಣಿಯರಿಗೆ ಸೀಮಂತ xyxy=(627,660,874,677)
calendar-row xyxy=(797,97,933,108)
paragraph: ಗಣೇಶೋತ್ಸವದ ಮಹತ್ವದ ಬಗ್ಗೆ ಮಾತನಾಡಿದ ಸ್ವಾಮೀಜಿಗಳು ಯುವಕರು ಧಾರ್ಮಿಕ ಕಾರ್ಯಕ್ರಮಗಳಲ್ಲಿ ತೊಡಗಿಸಿಕೊಳ್ಳುವ ಮೂಲಕ ಉತ್ತಮ ಸಂಸ್ಕಾರ ಬೆಳೆಸಿಕೊಳ್ಳಬೇಕು. ಸಮಾಜದಲ್ಲಿ ಸಹಬಾಳ್ವೆ ಮತ್ತು ಪರಸ್ಪರ ಸಹಕಾರ ಅಗತ್ಯ ಎಂದು ಹೇಳಿದರು. xyxy=(192,711,368,737)
bottom-headline-band xyxy=(10,1048,935,1077)
logo-subtitle: ಕನ್ನಡ ದಿನಪತ್ರಿಕೆ xyxy=(10,18,43,28)
calendar-rows xyxy=(797,75,933,383)
masthead xyxy=(10,6,935,33)
story1-photo xyxy=(192,87,368,183)
calendar-event: ವಿಶ್ವ ಪ್ರವಾಸೋದ್ಯಮ ದಿನ xyxy=(841,323,933,334)
calendar-event: ವಿಶ್ವ ಆತ್ಮಹತ್ಯೆ ತಡೆ ದಿನ xyxy=(841,152,933,163)
